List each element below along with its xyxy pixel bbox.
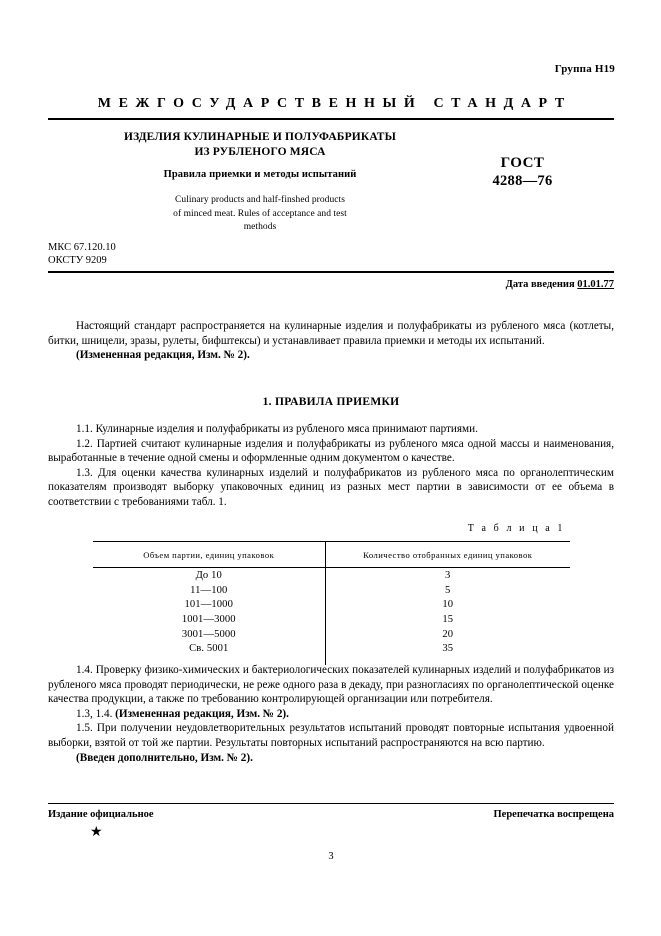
table-header-cell-count: Количество отобранных единиц упаковок — [325, 542, 570, 568]
english-title-line2: of minced meat. Rules of acceptance and test — [173, 208, 347, 219]
table-cell-volume: 1001—3000 — [93, 612, 325, 627]
english-title-line3: methods — [243, 222, 277, 232]
table-row — [93, 627, 570, 642]
footer-reprint-prohibited: Перепечатка воспрещена — [493, 809, 614, 820]
document-title — [90, 130, 430, 160]
header-rule-bottom — [48, 271, 614, 273]
standard-banner: МЕЖГОСУДАРСТВЕННЫЙ СТАНДАРТ — [97, 96, 572, 111]
table-cell-volume: 3001—5000 — [93, 627, 325, 642]
document-title-line1: ИЗДЕЛИЯ КУЛИНАРНЫЕ И ПОЛУФАБРИКАТЫ — [123, 131, 397, 143]
table-header-row — [93, 542, 570, 568]
table-cell-volume: Св. 5001 — [93, 641, 325, 656]
table-cell-volume: До 10 — [93, 568, 325, 583]
table-row — [93, 568, 570, 583]
table-cell-count: 15 — [442, 613, 454, 625]
paragraph-1-4-note-bold: (Измененная редакция, Изм. № 2). — [115, 707, 289, 720]
introduction-date — [48, 279, 614, 290]
okstu-code: ОКСТУ 9209 — [48, 254, 107, 266]
table-cell-volume: 11—100 — [93, 583, 325, 598]
table-1 — [93, 541, 570, 665]
gost-number: 4288—76 — [492, 173, 553, 189]
footer-official-edition: Издание официальное — [48, 809, 154, 820]
table-header-cell-volume: Объем партии, единиц упаковок — [93, 542, 325, 568]
section-1-body-bottom — [48, 663, 614, 765]
table-cell-count: 10 — [442, 599, 454, 611]
paragraph-1-1: 1.1. Кулинарные изделия и полуфабрикаты из рубленого мяса принимают партиями. — [76, 423, 478, 435]
intro-paragraph: Настоящий стандарт распространяется на кулинарные изделия и полуфабрикаты из рубленого мяса (котлеты, битки, шницели, зразы, рулеты, бифштексы) и устанавливает правила приемки и методы их испытаний. — [48, 320, 614, 347]
page-number: 3 — [328, 851, 334, 862]
paragraph-1-5-note: (Введен дополнительно, Изм. № 2). — [76, 751, 253, 764]
intro-revision-note: (Измененная редакция, Изм. № 2). — [76, 349, 250, 362]
mks-code: МКС 67.120.10 — [48, 242, 116, 253]
section-1-heading: 1. ПРАВИЛА ПРИЕМКИ — [262, 396, 400, 408]
table-cell-count: 3 — [445, 569, 451, 581]
table-1-wrapper — [93, 541, 570, 665]
table-cell-count: 5 — [445, 584, 451, 596]
table-1-header — [93, 542, 570, 568]
classification-codes — [48, 242, 116, 267]
group-label: Группа Н19 — [554, 63, 615, 75]
paragraph-1-4-note — [48, 707, 614, 722]
footer-rule — [48, 803, 614, 804]
english-title-line1: Culinary products and half-finshed products — [175, 195, 345, 205]
table-row — [93, 597, 570, 612]
table-cell-count: 20 — [442, 628, 454, 640]
table-cell-count: 35 — [442, 643, 454, 655]
table-row — [93, 612, 570, 627]
gost-word: ГОСТ — [500, 155, 545, 171]
document-subtitle: Правила приемки и методы испытаний — [163, 169, 357, 180]
table-row — [93, 583, 570, 598]
introduction-date-label: Дата введения — [505, 279, 575, 290]
document-title-english — [90, 194, 430, 235]
table-row — [93, 641, 570, 656]
header-rule-top — [48, 118, 614, 120]
table-1-body — [93, 568, 570, 666]
introduction-date-value: 01.01.77 — [577, 279, 614, 290]
document-title-line2: ИЗ РУБЛЕНОГО МЯСА — [194, 146, 326, 158]
table-cell-volume: 101—1000 — [93, 597, 325, 612]
paragraph-1-3: 1.3. Для оценки качества кулинарных изделий и полуфабрикатов из рубленого мяса по органолептическим показателям производят выборку упаковочных единиц из разных мест партии в зависимости от ее объема в соответствии с требованиями табл. 1. — [48, 466, 614, 508]
paragraph-1-2: 1.2. Партией считают кулинарные изделия и полуфабрикаты из рубленого мяса одной массы и наименования, выработанные в течение одной смены и оформленные одним документом о качестве. — [48, 437, 614, 465]
table-1-caption: Т а б л и ц а 1 — [467, 523, 565, 534]
paragraph-1-4-note-prefix: 1.3, 1.4. — [76, 707, 116, 720]
section-1-body-top — [48, 422, 614, 510]
paragraph-1-5: 1.5. При получении неудовлетворительных результатов испытаний проводят повторные испытания удвоенной выборки, взятой от той же партии. Результаты повторных испытаний распространяются на всю партию. — [48, 722, 614, 749]
paragraph-1-4: 1.4. Проверку физико-химических и бактериологических показателей кулинарных изделий и полуфабрикатов из рубленого мяса проводят периодически, не реже одного раза в декаду, при разногласиях по органолептической оценке качества продукции, а также по требованию контролирующей организации или потребителя. — [48, 664, 614, 706]
star-icon: ★ — [90, 825, 103, 840]
intro-block — [48, 319, 614, 363]
